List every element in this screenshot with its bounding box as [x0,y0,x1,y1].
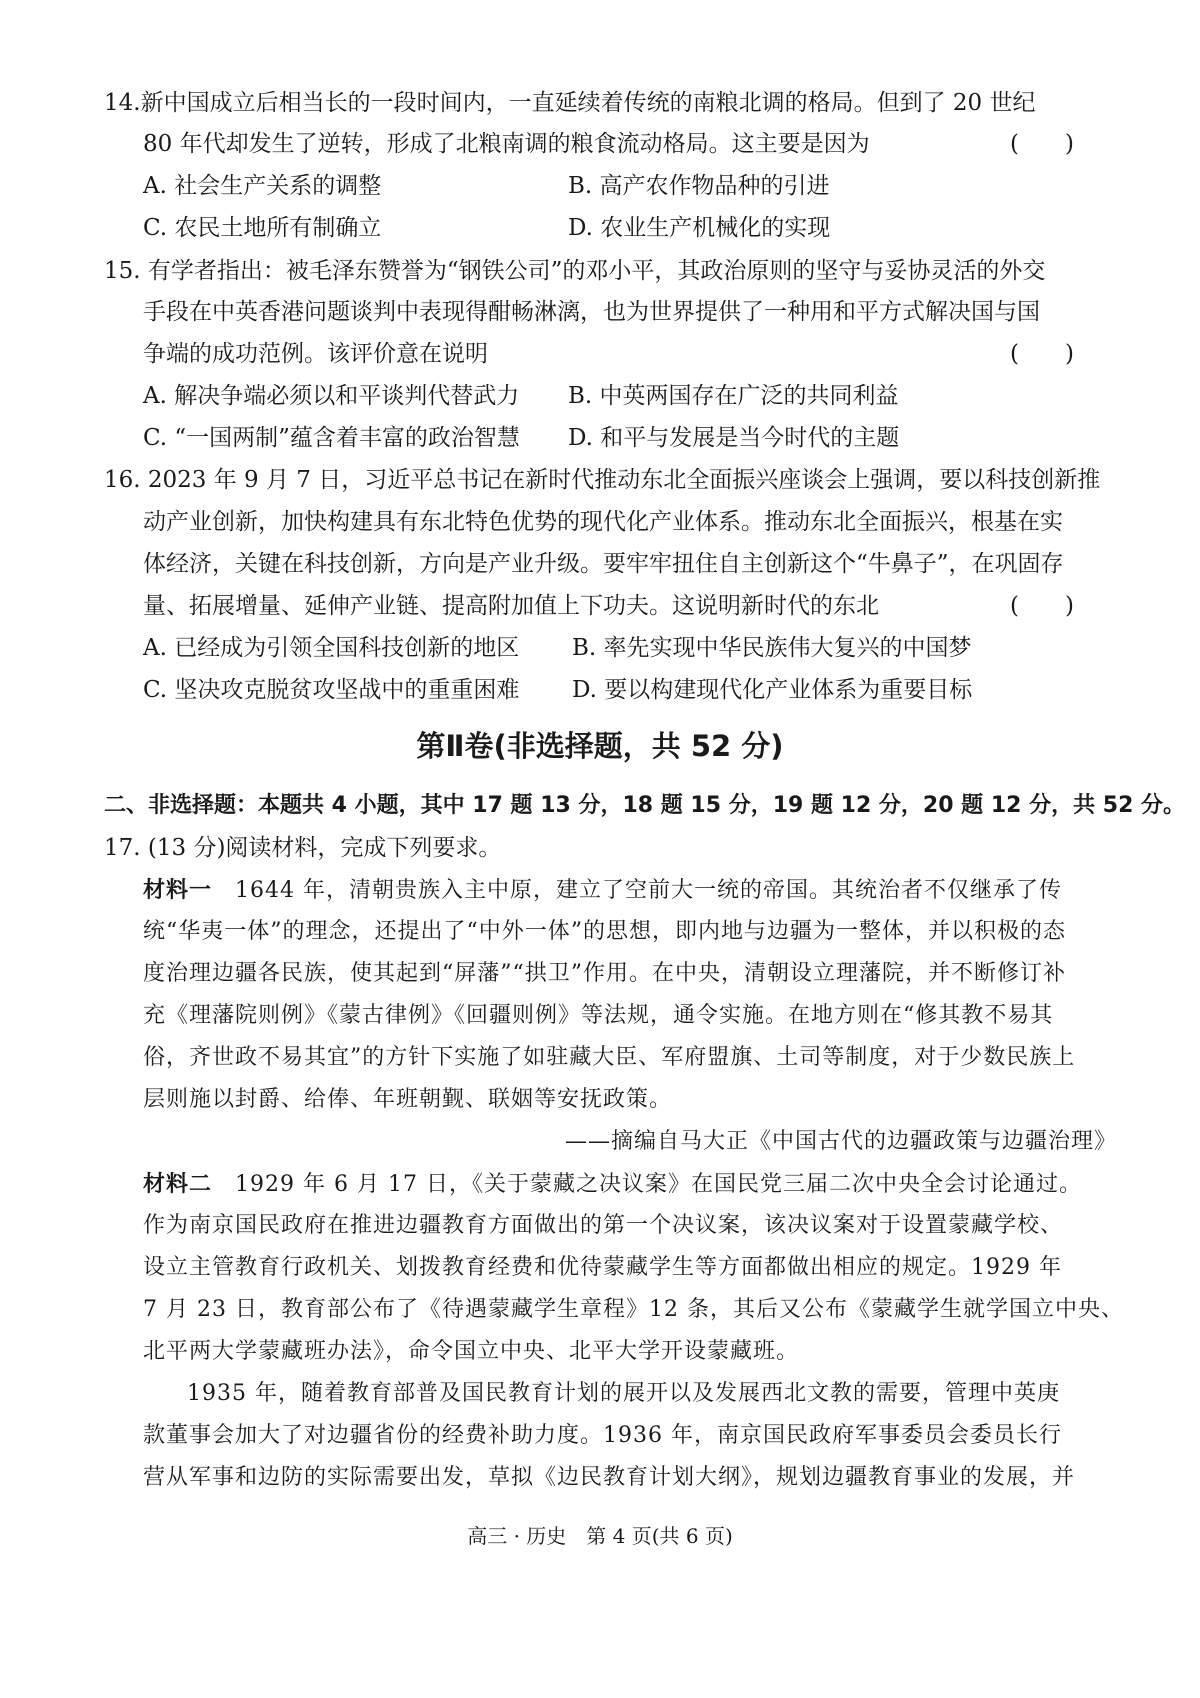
q14-answer-paren: ( ) [1010,131,1074,157]
material1-line-5: 俗，齐世政不易其宜”的方针下实施了如驻藏大臣、军府盟旗、土司等制度，对于少数民族上 [143,1045,1076,1070]
material2-line-4: 7 月 23 日，教育部公布了《待遇蒙藏学生章程》12 条，其后又公布《蒙藏学生就学国立中央、 [143,1297,1124,1322]
q15-line-1: 15. 有学者指出：被毛泽东赞誉为“钢铁公司”的邓小平，其政治原则的坚守与妥协灵活的外交 [104,258,1046,284]
q14-option-d: D. 农业生产机械化的实现 [568,215,831,241]
q15-option-d: D. 和平与发展是当今时代的主题 [568,425,900,451]
q15-option-c: C. “一国两制”蕴含着丰富的政治智慧 [143,425,520,451]
material1-source: ——摘编自马大正《中国古代的边疆政策与边疆治理》 [565,1129,1118,1154]
material2-line-3: 设立主管教育行政机关、划拨教育经费和优待蒙藏学生等方面都做出相应的规定。1929 年 [143,1255,1062,1280]
material2-line-6: 1935 年，随着教育部普及国民教育计划的展开以及发展西北文教的需要，管理中英庚 [187,1381,1060,1406]
q14-line-2: 80 年代却发生了逆转，形成了北粮南调的粮食流动格局。这主要是因为 [143,131,870,157]
q16-line-3: 体经济，关键在科技创新，方向是产业升级。要牢牢扭住自主创新这个“牛鼻子”，在巩固存 [143,551,1064,577]
material2-line-1 [143,1169,1082,1200]
q16-line-4: 量、拓展增量、延伸产业链、提高附加值上下功夫。这说明新时代的东北 [143,593,879,619]
material1-label: 材料一 [143,877,213,903]
q15-answer-paren: ( ) [1010,341,1074,367]
q15-option-a: A. 解决争端必须以和平谈判代替武力 [143,383,520,409]
section-title: 第Ⅱ卷(非选择题，共 52 分) [416,729,784,763]
q14-option-a: A. 社会生产关系的调整 [143,173,382,199]
material2-label: 材料二 [143,1171,213,1197]
material2-text-1: 1929 年 6 月 17 日，《关于蒙藏之决议案》在国民党三届二次中央全会讨论通过。 [212,1172,1082,1197]
q16-option-c: C. 坚决攻克脱贫攻坚战中的重重困难 [143,677,520,703]
q16-option-d: D. 要以构建现代化产业体系为重要目标 [572,677,973,703]
material2-line-8: 营从军事和边防的实际需要出发，草拟《边民教育计划大纲》，规划边疆教育事业的发展，并 [143,1465,1076,1490]
q16-option-b: B. 率先实现中华民族伟大复兴的中国梦 [572,635,972,661]
q16-answer-paren: ( ) [1010,593,1074,619]
q15-line-3: 争端的成功范例。该评价意在说明 [143,341,488,367]
page-footer: 高三 · 历史 第 4 页(共 6 页) [467,1524,733,1548]
part-heading: 二、非选择题：本题共 4 小题，其中 17 题 13 分，18 题 15 分，19 题 12 分，20 题 12 分，共 52 分。 [104,793,1186,818]
material2-line-5: 北平两大学蒙藏班办法》，命令国立中央、北平大学开设蒙藏班。 [143,1339,800,1364]
q14-line-1: 14.新中国成立后相当长的一段时间内，一直延续着传统的南粮北调的格局。但到了 20 世纪 [104,90,1036,116]
material1-line-1 [143,875,1062,906]
material1-text-1: 1644 年，清朝贵族入主中原，建立了空前大一统的帝国。其统治者不仅继承了传 [212,878,1062,903]
material1-line-6: 层则施以封爵、给俸、年班朝觐、联姻等安抚政策。 [143,1087,673,1112]
q16-option-a: A. 已经成为引领全国科技创新的地区 [143,635,520,661]
material1-line-2: 统“华夷一体”的理念，还提出了“中外一体”的思想，即内地与边疆为一整体，并以积极的态 [143,919,1066,944]
q15-line-2: 手段在中英香港问题谈判中表现得酣畅淋漓，也为世界提供了一种用和平方式解决国与国 [143,299,1040,325]
q17-heading: 17. (13 分)阅读材料，完成下列要求。 [104,835,502,861]
material2-line-2: 作为南京国民政府在推进边疆教育方面做出的第一个决议案，该决议案对于设置蒙藏学校、 [143,1213,1064,1238]
material1-line-3: 度治理边疆各民族，使其起到“屏藩”“拱卫”作用。在中央，清朝设立理藩院，并不断修订补 [143,961,1066,986]
q15-option-b: B. 中英两国存在广泛的共同利益 [568,383,899,409]
material2-line-7: 款董事会加大了对边疆省份的经费补助力度。1936 年，南京国民政府军事委员会委员长行 [143,1423,1062,1448]
q14-option-b: B. 高产农作物品种的引进 [568,173,830,199]
q16-line-1: 16. 2023 年 9 月 7 日，习近平总书记在新时代推动东北全面振兴座谈会上强调，要以科技创新推 [104,467,1101,493]
material1-line-4: 充《理藩院则例》《蒙古律例》《回疆则例》等法规，通令实施。在地方则在“修其教不易其 [143,1003,1054,1028]
q16-line-2: 动产业创新，加快构建具有东北特色优势的现代化产业体系。推动东北全面振兴，根基在实 [143,509,1063,535]
q14-option-c: C. 农民土地所有制确立 [143,215,382,241]
